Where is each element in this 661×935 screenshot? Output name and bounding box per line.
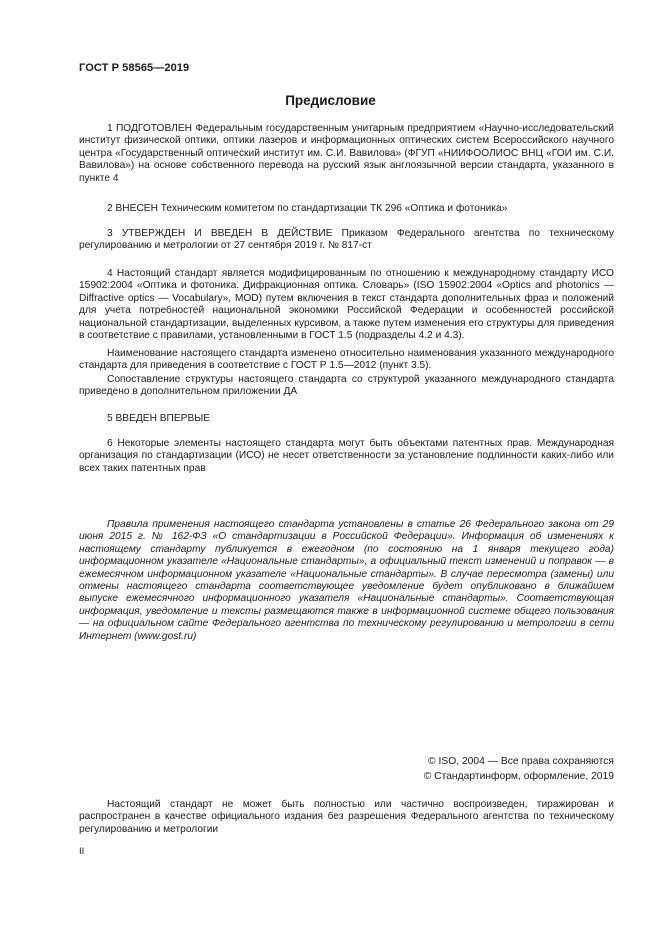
paragraph-4-name-change: Наименование настоящего стандарта изменено относительно наименования указанного международного стандарта для приведения в соответствие с ГОСТ Р 1.5—2012 (пункт 3.5).	[79, 348, 614, 372]
page-title: Предисловие	[285, 93, 376, 108]
paragraph-5-introduced: 5 ВВЕДЕН ВПЕРВЫЕ	[107, 413, 211, 424]
paragraph-3-approved: 3 УТВЕРЖДЕН И ВВЕДЕН В ДЕЙСТВИЕ Приказом Федерального агентства по техническому регулированию и метрологии от 27 сентября 2019 г. № 817-ст	[79, 228, 614, 252]
page-number: II	[79, 846, 85, 857]
document-code: ГОСТ Р 58565—2019	[79, 62, 190, 74]
copyright-iso: © ISO, 2004 — Все права сохраняются	[428, 756, 614, 767]
paragraph-1-prepared: 1 ПОДГОТОВЛЕН Федеральным государственным унитарным предприятием «Научно-исследовательский институт физической оптики, оптики лазеров и информационных оптических систем Всероссийского научного центра «Государственный оптический институт им. С.И. Вавилова» (ФГУП «НИИФООЛИОС ВНЦ «ГОИ им. С.И. Вавилова») на основе собственного перевода на русский язык англоязычной версии стандарта, указанного в пункте 4	[79, 123, 614, 184]
reproduction-notice: Настоящий стандарт не может быть полностью или частично воспроизведен, тиражирован и распространен в качестве официального издания без разрешения Федерального агентства по техническому регулированию и метрологии	[79, 799, 614, 835]
paragraph-4-structure: Сопоставление структуры настоящего стандарта со структурой указанного международного стандарта приведено в дополнительном приложении ДА	[79, 374, 614, 398]
copyright-standartinform: © Стандартинформ, оформление, 2019	[423, 771, 614, 782]
application-rules-notice: Правила применения настоящего стандарта установлены в статье 26 Федерального закона от 29 июня 2015 г. № 162-ФЗ «О стандартизации в Российской Федерации». Информация об изменениях к настоящему стандарту публикуется в ежегодном (по состоянию на 1 января текущего года) информационном указателе «Национальные стандарты», а официальный текст изменений и поправок — в ежемесячном информационном указателе «Национальные стандарты». В случае пересмотра (замены) или отмены настоящего стандарта соответствующее уведомление будет опубликовано в ближайшем выпуске ежемесячного информационного указателя «Национальные стандарты». Соответствующая информация, уведомление и тексты размещаются также в информационной системе общего пользования — на официальном сайте Федерального агентства по техническому регулированию и метрологии в сети Интернет (www.gost.ru)	[79, 519, 614, 642]
paragraph-6-patents: 6 Некоторые элементы настоящего стандарта могут быть объектами патентных прав. Международная организация по стандартизации (ИСО) не несет ответственности за установление подлинности каких-либо или всех таких патентных прав	[79, 438, 614, 474]
paragraph-4-modification: 4 Настоящий стандарт является модифицированным по отношению к международному стандарту ИСО 15902:2004 «Оптика и фотоника. Дифракционная оптика. Словарь» (ISO 15902:2004 «Optics and photonics — Diffractive optics — Vocabulary», MOD) путем включения в текст стандарта дополнительных фраз и положений для учета потребностей национальной экономики Российской Федерации и особенностей российской национальной стандартизации, выделенных курсивом, а также путем изменения его структуры для приведения в соответствие с правилами, установленными в ГОСТ 1.5 (подразделы 4.2 и 4.3).	[79, 268, 614, 342]
paragraph-2-submitted: 2 ВНЕСЕН Техническим комитетом по стандартизации ТК 296 «Оптика и фотоника»	[107, 203, 508, 214]
